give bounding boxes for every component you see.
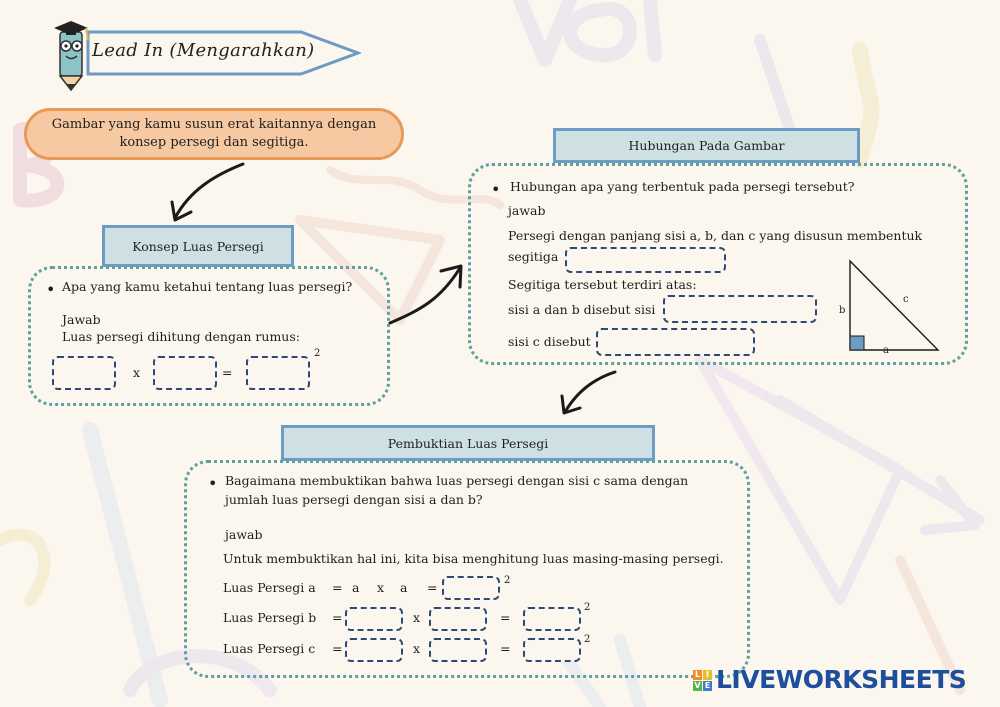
row-a-equals-2: = [427,580,438,595]
section3-question-line2: jumlah luas persegi dengan sisi a dan b? [225,492,483,507]
liveworksheets-logo-text: LIVEWORKSHEETS [716,665,967,694]
section2-blank-sides-ab[interactable] [663,295,817,323]
row-c-exponent: 2 [584,634,591,645]
section2-statement-line2: segitiga [508,249,559,264]
row-a-times: x [377,580,385,595]
exponent: 2 [314,348,321,359]
row-a-label: Luas Persegi a [223,580,316,595]
section1-blank-3[interactable] [246,356,310,390]
section3-answer-label: jawab [225,527,263,542]
bullet-icon: • [46,280,56,299]
section1-question: Apa yang kamu ketahui tentang luas persegi? [62,279,353,294]
row-b-blank-1[interactable] [345,607,403,631]
row-a-equals: = [332,580,343,595]
section2-answer-label: jawab [508,203,546,218]
row-c-blank-result[interactable] [523,638,581,662]
row-b-label: Luas Persegi b [223,610,317,625]
triangle-label-b: b [839,305,846,316]
triangle-label-c: c [903,294,909,305]
section1-answer-label: Jawab [62,312,101,327]
intro-box [24,108,404,160]
section1-blank-2[interactable] [153,356,217,390]
row-c-blank-2[interactable] [429,638,487,662]
section3-question-line1: Bagaimana membuktikan bahwa luas persegi dengan sisi c sama dengan [225,473,689,488]
logo-badge-e: E [704,681,711,690]
section1-blank-1[interactable] [52,356,116,390]
row-b-blank-result[interactable] [523,607,581,631]
row-b-equals-2: = [500,610,511,625]
section2-sides-ab: sisi a dan b disebut sisi [508,302,656,317]
row-a-value-2: a [400,580,408,595]
section2-blank-side-c[interactable] [596,328,755,356]
page-title: Lead In (Mengarahkan) [92,40,315,61]
triangle-label-a: a [883,345,889,356]
section3-header-label: Pembuktian Luas Persegi [387,435,549,451]
liveworksheets-logo-badge [693,670,713,692]
row-c-equals-2: = [500,641,511,656]
section2-blank-shape[interactable] [565,247,726,273]
section3-instruction: Untuk membuktikan hal ini, kita bisa menghitung luas masing-masing persegi. [223,551,724,566]
pencil-mascot-icon [50,18,92,92]
logo-badge-i: I [703,670,712,680]
row-b-exponent: 2 [584,602,591,613]
section2-side-c: sisi c disebut [508,334,591,349]
right-triangle-diagram [836,255,944,360]
bullet-icon: • [208,474,218,493]
bullet-icon: • [491,180,501,199]
section1-header [102,225,294,267]
row-a-value-1: a [352,580,360,595]
logo-badge-v: V [694,681,701,690]
row-a-blank-result[interactable] [442,576,500,600]
section2-question: Hubungan apa yang terbentuk pada persegi tersebut? [510,179,855,194]
section1-formula-text: Luas persegi dihitung dengan rumus: [62,329,300,344]
times-sign: x [133,365,141,380]
section2-statement-line1: Persegi dengan panjang sisi a, b, dan c yang disusun membentuk [508,228,923,243]
row-b-equals: = [332,610,343,625]
section2-header [553,128,860,163]
section2-header-label: Hubungan Pada Gambar [628,138,785,153]
row-c-times: x [413,641,421,656]
row-b-times: x [413,610,421,625]
row-c-equals: = [332,641,343,656]
row-c-label: Luas Persegi c [223,641,316,656]
equals-sign: = [222,365,233,380]
row-b-blank-2[interactable] [429,607,487,631]
section1-header-label: Konsep Luas Persegi [132,238,264,254]
logo-badge-l: L [694,670,701,679]
row-a-exponent: 2 [504,575,511,586]
section2-triangle-intro: Segitiga tersebut terdiri atas: [508,277,697,292]
row-c-blank-1[interactable] [345,638,403,662]
intro-text: Gambar yang kamu susun erat kaitannya dengan konsep persegi dan segitiga. [51,117,377,150]
section3-header [281,425,655,461]
